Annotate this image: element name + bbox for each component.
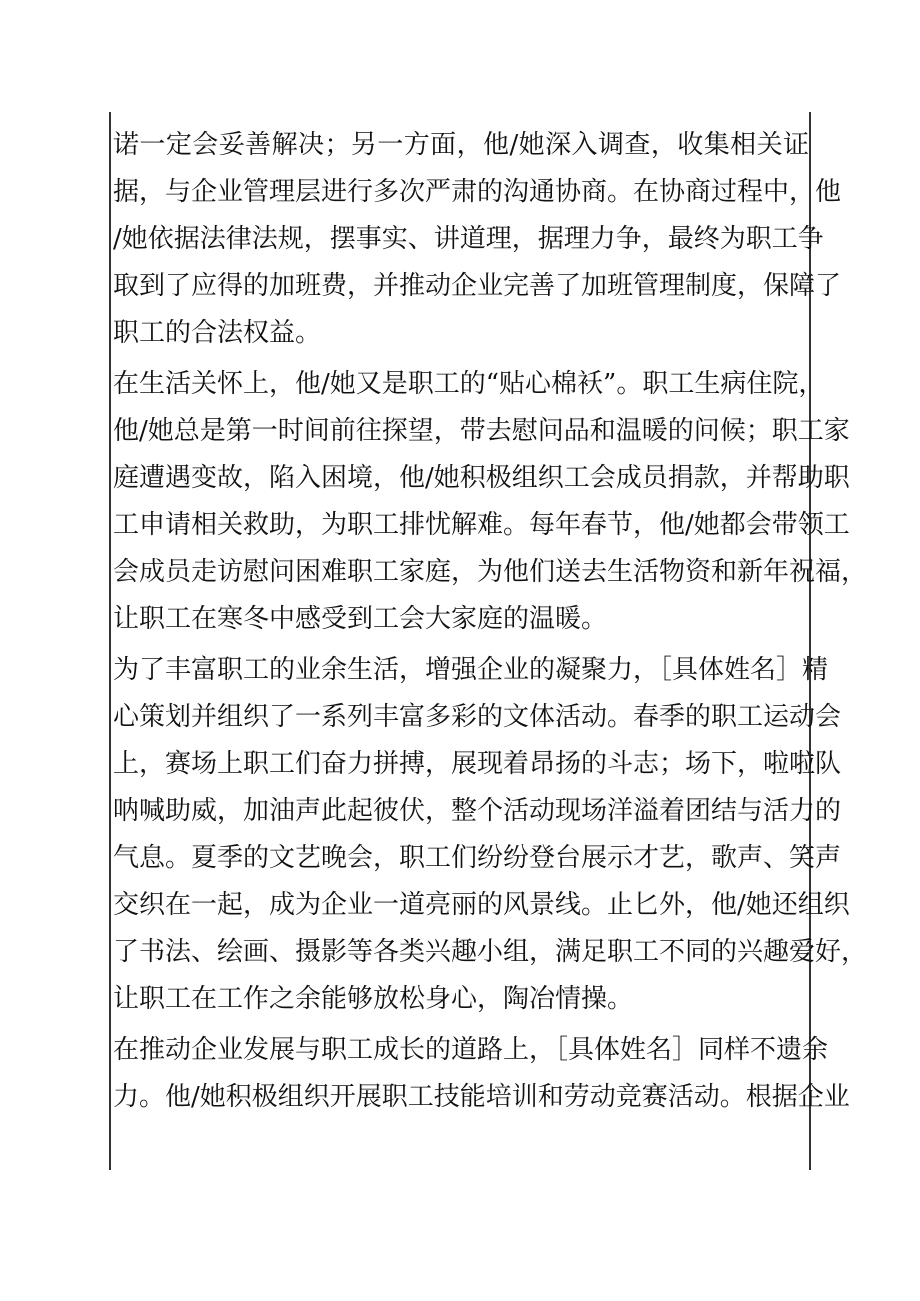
text-line: 交织在一起，成为企业一道亮丽的风景线。止匕外，他/她还组织 xyxy=(113,890,850,920)
text-line: 职工的合法权益。 xyxy=(113,318,322,348)
text-line: 在生活关怀上，他/她又是职工的“贴心棉袄”。职工生病住院， xyxy=(113,369,825,399)
paragraph-4 xyxy=(113,1027,850,1121)
text-line: 上，赛场上职工们奋力拼搏，展现着昂扬的斗志；场下，啦啦队 xyxy=(113,749,842,779)
text-line: 在推动企业发展与职工成长的道路上，［具体姓名］同样不遗余 xyxy=(113,1035,829,1065)
paragraph-1 xyxy=(113,122,842,357)
paragraph-2 xyxy=(113,361,868,643)
text-line: 了书法、绘画、摄影等各类兴趣小组，满足职工不同的兴趣爱好， xyxy=(113,937,868,967)
text-line: 取到了应得的加班费，并推动企业完善了加班管理制度，保障了 xyxy=(113,271,842,301)
text-line: 他/她总是第一时间前往探望，带去慰问品和温暖的问候；职工家 xyxy=(113,416,850,446)
text-line: 诺一定会妥善解决；另一方面，他/她深入调查，收集相关证 xyxy=(113,130,809,160)
text-line: 力。他/她积极组织开展职工技能培训和劳动竞赛活动。根据企业 xyxy=(113,1082,850,1112)
text-line: 气息。夏季的文艺晚会，职工们纷纷登台展示才艺，歌声、笑声 xyxy=(113,843,842,873)
text-line: 工申请相关救助，为职工排忧解难。每年春节，他/她都会带领工 xyxy=(113,510,850,540)
text-line: /她依据法律法规，摆事实、讲道理，据理力争，最终为职工争 xyxy=(113,224,824,254)
text-line: 心策划并组织了一系列丰富多彩的文体活动。春季的职工运动会 xyxy=(113,702,842,732)
body-text xyxy=(113,122,868,1125)
page-frame xyxy=(109,112,868,1170)
text-line: 为了丰富职工的业余生活，增强企业的凝聚力，［具体姓名］精 xyxy=(113,655,829,685)
text-line: 庭遭遇变故，陷入困境，他/她积极组织工会成员捐款，并帮助职 xyxy=(113,463,850,493)
text-line: 会成员走访慰问困难职工家庭，为他们送去生活物资和新年祝福， xyxy=(113,557,868,587)
text-line: 据，与企业管理层进行多次严肃的沟通协商。在协商过程中，他 xyxy=(113,177,842,207)
paragraph-3 xyxy=(113,647,868,1023)
text-line: 让职工在寒冬中感受到工会大家庭的温暖。 xyxy=(113,604,608,634)
text-line: 呐喊助威，加油声此起彼伏，整个活动现场洋溢着团结与活力的 xyxy=(113,796,842,826)
text-line: 让职工在工作之余能够放松身心，陶冶情操。 xyxy=(113,984,634,1014)
